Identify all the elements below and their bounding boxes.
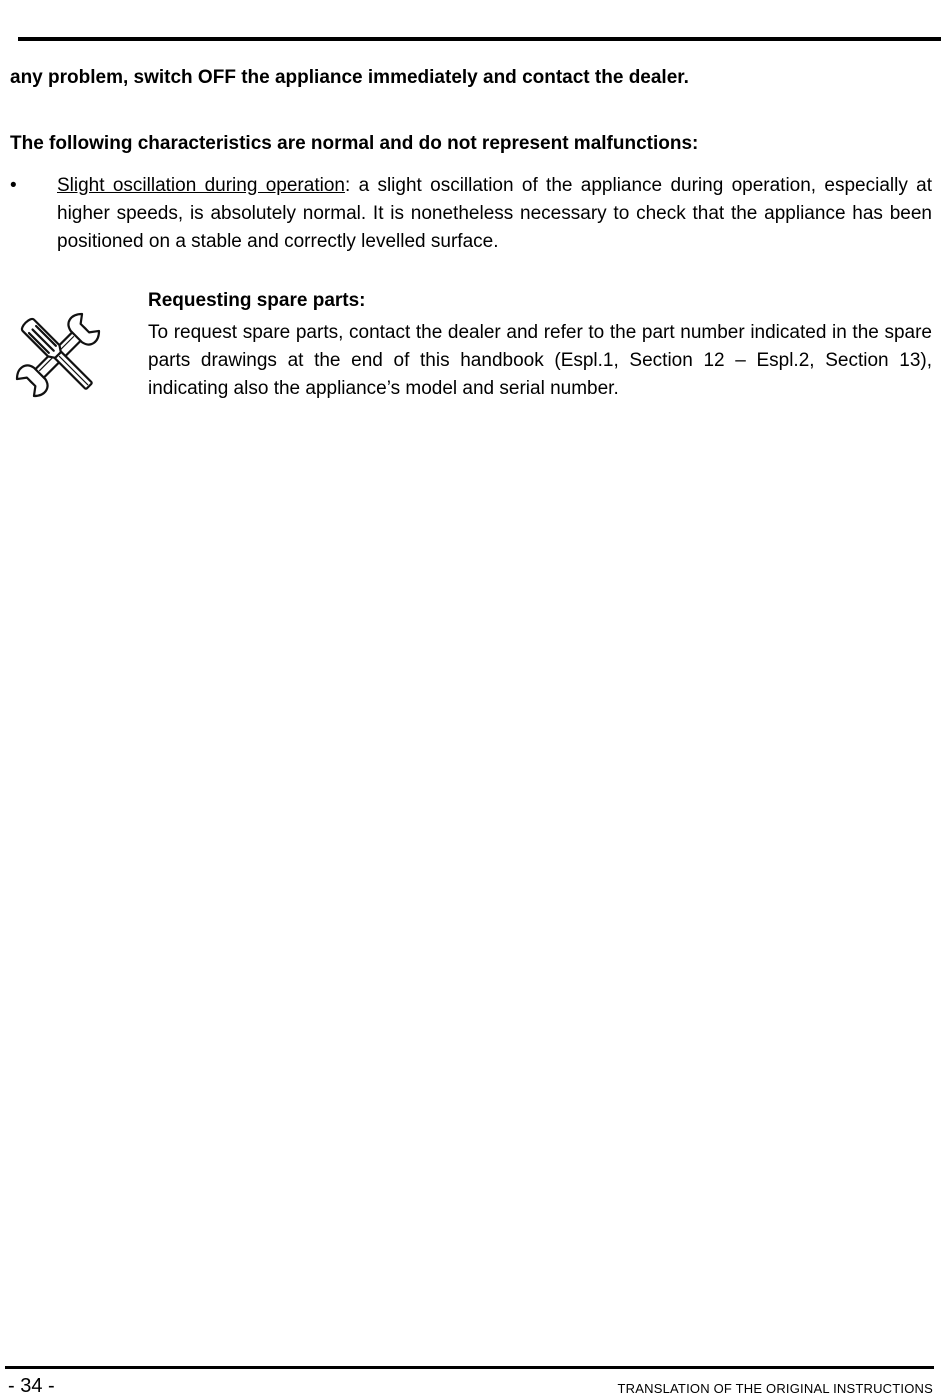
continuation-text: any problem, switch OFF the appliance immediately and contact the dealer. (10, 67, 689, 88)
footer-note: TRANSLATION OF THE ORIGINAL INSTRUCTIONS (617, 1381, 933, 1396)
bullet-term: Slight oscillation during operation (57, 175, 345, 196)
header-rule (18, 37, 941, 41)
bullet-text (57, 172, 932, 256)
wrench-screwdriver-icon (8, 305, 108, 405)
bullet-marker: • (10, 175, 17, 196)
spare-parts-heading: Requesting spare parts: (148, 290, 366, 311)
normal-characteristics-heading: The following characteristics are normal and do not represent malfunctions: (10, 133, 699, 154)
bullet-description: : a slight oscillation of the appliance during operation, especially at higher speeds, is absolutely normal. It is nonetheless necessary to check that the appliance has been positioned on a stable and correctly levelled surface. (57, 175, 932, 252)
footer-rule (5, 1366, 934, 1369)
page-number: - 34 - (8, 1375, 55, 1397)
spare-parts-body: To request spare parts, contact the dealer and refer to the part number indicated in the spare parts drawings at the end of this handbook (Espl.1, Section 12 – Espl.2, Section 13), indicating also the appliance’s model and serial number. (148, 322, 932, 399)
